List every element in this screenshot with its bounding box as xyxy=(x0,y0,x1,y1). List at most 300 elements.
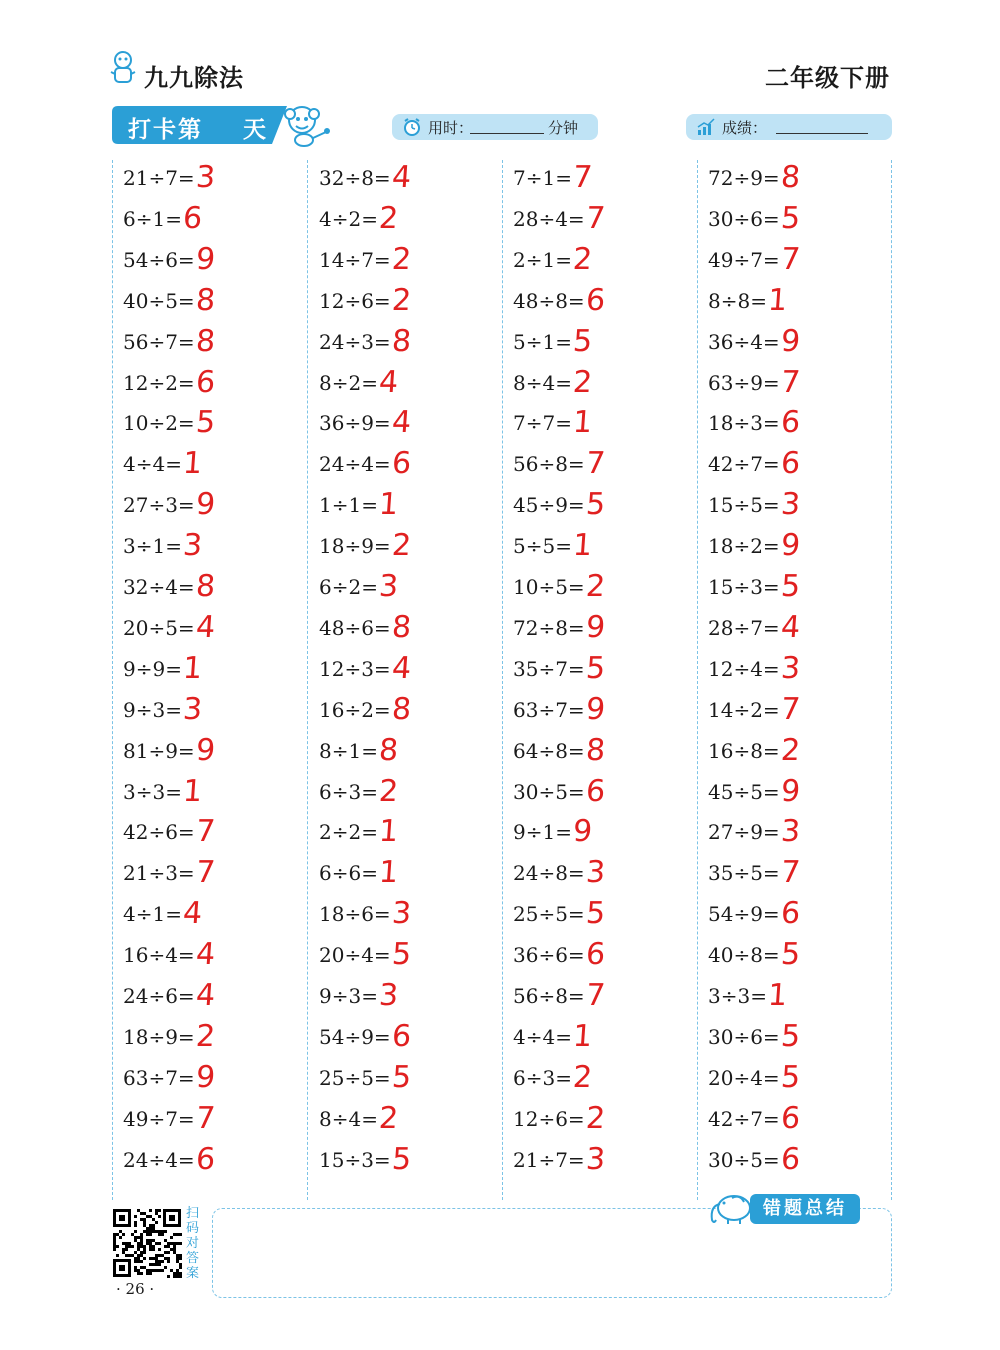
problem-row xyxy=(308,978,498,1018)
problem-question: 24÷3= xyxy=(319,329,391,354)
problem-answer: 4 xyxy=(181,896,204,932)
problem-row xyxy=(697,242,887,282)
problem-question: 4÷1= xyxy=(123,902,182,927)
problem-answer: 5 xyxy=(779,200,802,236)
problem-question: 16÷4= xyxy=(123,943,195,968)
problem-question: 10÷5= xyxy=(513,575,585,599)
problem-question: 20÷4= xyxy=(708,1065,780,1090)
problem-answer: 5 xyxy=(779,1018,802,1054)
problem-answer: 5 xyxy=(779,1059,802,1095)
problem-question: 28÷4= xyxy=(513,206,585,231)
problem-question: 56÷8= xyxy=(513,452,585,477)
problem-question: 72÷9= xyxy=(708,166,780,190)
problem-question: 9÷1= xyxy=(513,820,572,845)
problem-row xyxy=(112,324,302,364)
problem-row xyxy=(502,651,692,691)
problem-row xyxy=(502,978,692,1018)
problem-answer: 7 xyxy=(571,160,594,195)
problem-question: 42÷7= xyxy=(708,1106,780,1131)
problem-question: 24÷8= xyxy=(513,861,585,886)
problem-row xyxy=(308,324,498,364)
problem-question: 15÷5= xyxy=(708,493,780,518)
problem-answer: 9 xyxy=(194,487,217,523)
problem-answer: 7 xyxy=(584,446,607,482)
problem-grid xyxy=(112,160,892,1200)
problem-answer: 7 xyxy=(194,814,217,850)
problem-question: 1÷1= xyxy=(319,493,378,518)
clock-icon xyxy=(402,117,422,137)
problem-question: 24÷4= xyxy=(319,452,391,477)
problem-row xyxy=(502,446,692,486)
problem-question: 24÷6= xyxy=(123,984,195,1008)
problem-row xyxy=(112,1019,302,1059)
problem-answer: 2 xyxy=(377,1100,400,1136)
problem-answer: 3 xyxy=(181,691,204,727)
problem-row xyxy=(308,855,498,895)
problem-row xyxy=(308,1060,498,1100)
problem-answer: 1 xyxy=(571,1018,594,1054)
problem-row xyxy=(112,937,302,977)
problem-question: 40÷8= xyxy=(708,943,780,968)
problem-answer: 3 xyxy=(779,487,802,523)
problem-row xyxy=(112,405,302,445)
problem-question: 12÷3= xyxy=(319,656,391,681)
problem-answer: 7 xyxy=(584,978,607,1013)
problem-question: 6÷1= xyxy=(123,206,182,231)
problem-question: 7÷7= xyxy=(513,411,572,436)
problem-row xyxy=(308,937,498,977)
problem-answer: 1 xyxy=(181,446,204,482)
problem-row xyxy=(502,487,692,527)
mascot-icon xyxy=(108,50,138,86)
problem-row xyxy=(112,1101,302,1141)
problem-row xyxy=(112,242,302,282)
problem-question: 64÷8= xyxy=(513,738,585,763)
problem-answer: 1 xyxy=(766,978,789,1013)
problem-row xyxy=(697,896,887,936)
problem-row xyxy=(502,365,692,405)
problem-answer: 7 xyxy=(194,855,217,891)
problem-row xyxy=(308,283,498,323)
problem-row xyxy=(502,814,692,854)
problem-question: 42÷7= xyxy=(708,452,780,477)
problem-answer: 6 xyxy=(390,1018,413,1054)
problem-row xyxy=(697,651,887,691)
problem-question: 8÷8= xyxy=(708,288,767,313)
problem-answer: 2 xyxy=(584,1100,607,1136)
problem-answer: 9 xyxy=(779,323,802,359)
problem-question: 12÷6= xyxy=(513,1106,585,1131)
problem-answer: 3 xyxy=(377,569,400,604)
problem-answer: 2 xyxy=(571,364,594,400)
problem-question: 28÷7= xyxy=(708,615,780,640)
problem-question: 12÷2= xyxy=(123,370,195,395)
problem-row xyxy=(308,1142,498,1182)
problem-row xyxy=(308,201,498,241)
problem-row xyxy=(308,692,498,732)
problem-answer: 4 xyxy=(194,609,217,645)
problem-answer: 8 xyxy=(194,323,217,359)
problem-row xyxy=(502,201,692,241)
problem-question: 35÷7= xyxy=(513,656,585,681)
problem-answer: 2 xyxy=(390,241,413,277)
problem-answer: 8 xyxy=(390,609,413,645)
problem-row xyxy=(308,610,498,650)
problem-question: 12÷6= xyxy=(319,288,391,313)
qr-code[interactable] xyxy=(112,1208,182,1278)
problem-question: 18÷9= xyxy=(123,1024,195,1049)
problem-row xyxy=(308,528,498,568)
problem-answer: 4 xyxy=(194,937,217,973)
problem-row xyxy=(697,814,887,854)
problem-question: 6÷3= xyxy=(319,779,378,804)
problem-question: 40÷5= xyxy=(123,288,195,313)
checkin-label: 打卡第 天 xyxy=(128,117,269,143)
problem-row xyxy=(502,937,692,977)
problem-question: 49÷7= xyxy=(123,1106,195,1131)
problem-answer: 2 xyxy=(390,528,413,564)
time-unit: 分钟 xyxy=(548,119,579,137)
problem-question: 25÷5= xyxy=(513,902,585,927)
time-field xyxy=(392,114,598,140)
problem-row xyxy=(502,774,692,814)
problem-row xyxy=(697,405,887,445)
problem-answer: 1 xyxy=(377,487,400,523)
problem-question: 30÷5= xyxy=(513,779,585,804)
chart-icon xyxy=(696,117,716,137)
problem-answer: 5 xyxy=(779,937,802,973)
problem-row xyxy=(112,978,302,1018)
problem-row xyxy=(112,283,302,323)
problem-row xyxy=(502,855,692,895)
problem-row xyxy=(697,1019,887,1059)
problem-question: 49÷7= xyxy=(708,247,780,272)
problem-answer: 2 xyxy=(194,1018,217,1054)
problem-question: 21÷7= xyxy=(123,166,195,190)
problem-answer: 6 xyxy=(779,405,802,441)
page-number: · 26 · xyxy=(116,1280,155,1298)
problem-answer: 3 xyxy=(779,814,802,850)
problem-answer: 3 xyxy=(377,978,400,1013)
problem-answer: 3 xyxy=(779,650,802,686)
problem-question: 8÷4= xyxy=(319,1106,378,1131)
problem-question: 6÷2= xyxy=(319,575,378,599)
problem-answer: 8 xyxy=(390,691,413,727)
mistake-summary-label: 错题总结 xyxy=(750,1194,860,1224)
problem-answer: 8 xyxy=(377,732,400,768)
problem-row xyxy=(502,692,692,732)
problem-question: 16÷2= xyxy=(319,697,391,722)
problem-answer: 6 xyxy=(584,937,607,973)
problem-row xyxy=(308,651,498,691)
problem-question: 5÷5= xyxy=(513,534,572,559)
problem-row xyxy=(308,733,498,773)
problem-answer: 1 xyxy=(571,528,594,564)
problem-question: 54÷6= xyxy=(123,247,195,272)
problem-answer: 5 xyxy=(571,323,594,359)
problem-row xyxy=(502,1101,692,1141)
problem-question: 36÷4= xyxy=(708,329,780,354)
problem-row xyxy=(308,487,498,527)
problem-answer: 3 xyxy=(194,160,217,195)
problem-answer: 2 xyxy=(390,282,413,318)
problem-row xyxy=(112,733,302,773)
problem-question: 30÷5= xyxy=(708,1147,780,1172)
problem-row xyxy=(697,774,887,814)
problem-row xyxy=(112,160,302,200)
problem-answer: 7 xyxy=(194,1100,217,1136)
problem-row xyxy=(502,1019,692,1059)
problem-question: 27÷9= xyxy=(708,820,780,845)
problem-row xyxy=(308,569,498,609)
score-blank[interactable] xyxy=(776,133,868,134)
problem-answer: 4 xyxy=(390,405,413,441)
monkey-icon xyxy=(282,102,332,148)
problem-question: 15÷3= xyxy=(319,1147,391,1172)
problem-row xyxy=(697,324,887,364)
problem-answer: 8 xyxy=(194,282,217,318)
problem-question: 10÷2= xyxy=(123,411,195,436)
problem-question: 6÷6= xyxy=(319,861,378,886)
problem-row xyxy=(697,487,887,527)
problem-row xyxy=(308,446,498,486)
problem-question: 8÷4= xyxy=(513,370,572,395)
problem-question: 5÷1= xyxy=(513,329,572,354)
checkin-banner xyxy=(112,106,287,144)
problem-question: 18÷3= xyxy=(708,411,780,436)
problem-answer: 6 xyxy=(194,1141,217,1177)
problem-answer: 5 xyxy=(779,569,802,604)
problem-row xyxy=(697,937,887,977)
problem-answer: 2 xyxy=(571,1059,594,1095)
problem-answer: 3 xyxy=(390,896,413,932)
problem-row xyxy=(697,283,887,323)
problem-question: 18÷9= xyxy=(319,534,391,559)
problem-row xyxy=(697,855,887,895)
problem-answer: 5 xyxy=(584,487,607,523)
problem-question: 63÷7= xyxy=(513,697,585,722)
problem-answer: 8 xyxy=(779,160,802,195)
problem-answer: 4 xyxy=(377,364,400,400)
problem-question: 32÷4= xyxy=(123,575,195,599)
problem-row xyxy=(112,814,302,854)
problem-answer: 5 xyxy=(584,650,607,686)
problem-answer: 2 xyxy=(377,773,400,809)
score-label: 成绩： xyxy=(722,119,768,137)
problem-row xyxy=(502,528,692,568)
elephant-icon xyxy=(706,1190,754,1226)
problem-question: 45÷9= xyxy=(513,493,585,518)
problem-answer: 4 xyxy=(779,609,802,645)
time-label: 用时： xyxy=(428,119,474,137)
problem-row xyxy=(308,774,498,814)
problem-question: 56÷7= xyxy=(123,329,195,354)
problem-row xyxy=(697,1060,887,1100)
problem-answer: 6 xyxy=(390,446,413,482)
problem-question: 2÷1= xyxy=(513,247,572,272)
problem-row xyxy=(502,610,692,650)
problem-question: 3÷3= xyxy=(123,779,182,804)
problem-question: 42÷6= xyxy=(123,820,195,845)
time-blank[interactable] xyxy=(470,133,544,134)
problem-question: 54÷9= xyxy=(319,1024,391,1049)
problem-row xyxy=(502,324,692,364)
problem-answer: 6 xyxy=(194,364,217,400)
problem-question: 63÷9= xyxy=(708,370,780,395)
problem-answer: 5 xyxy=(390,1141,413,1177)
problem-question: 25÷5= xyxy=(319,1065,391,1090)
problem-answer: 2 xyxy=(377,200,400,236)
problem-row xyxy=(697,528,887,568)
problem-question: 45÷5= xyxy=(708,779,780,804)
problem-question: 35÷5= xyxy=(708,861,780,886)
problem-row xyxy=(112,569,302,609)
problem-row xyxy=(308,814,498,854)
problem-answer: 2 xyxy=(571,241,594,277)
problem-row xyxy=(112,610,302,650)
problem-question: 14÷2= xyxy=(708,697,780,722)
problem-answer: 5 xyxy=(390,1059,413,1095)
problem-answer: 1 xyxy=(377,855,400,891)
problem-row xyxy=(308,365,498,405)
problem-row xyxy=(697,569,887,609)
problem-question: 48÷8= xyxy=(513,288,585,313)
problem-answer: 9 xyxy=(194,241,217,277)
problem-question: 24÷4= xyxy=(123,1147,195,1172)
column-divider xyxy=(891,160,892,1200)
problem-row xyxy=(112,365,302,405)
problem-answer: 7 xyxy=(779,855,802,891)
problem-answer: 9 xyxy=(194,1059,217,1095)
problem-question: 18÷2= xyxy=(708,534,780,559)
problem-row xyxy=(112,774,302,814)
problem-answer: 2 xyxy=(779,732,802,768)
problem-row xyxy=(502,283,692,323)
problem-question: 9÷3= xyxy=(319,984,378,1008)
problem-answer: 1 xyxy=(377,814,400,850)
problem-answer: 7 xyxy=(779,364,802,400)
problem-answer: 9 xyxy=(584,691,607,727)
problem-question: 7÷1= xyxy=(513,166,572,190)
problem-row xyxy=(308,1019,498,1059)
problem-question: 20÷5= xyxy=(123,615,195,640)
problem-question: 32÷8= xyxy=(319,166,391,190)
problem-question: 4÷2= xyxy=(319,206,378,231)
problem-row xyxy=(502,405,692,445)
problem-answer: 8 xyxy=(390,323,413,359)
problem-answer: 1 xyxy=(766,282,789,318)
problem-row xyxy=(697,365,887,405)
problem-question: 21÷7= xyxy=(513,1147,585,1172)
problem-question: 56÷8= xyxy=(513,984,585,1008)
problem-answer: 7 xyxy=(779,691,802,727)
problem-row xyxy=(697,201,887,241)
problem-row xyxy=(308,1101,498,1141)
problem-answer: 9 xyxy=(779,528,802,564)
problem-row xyxy=(112,855,302,895)
problem-row xyxy=(112,487,302,527)
problem-question: 8÷1= xyxy=(319,738,378,763)
problem-answer: 6 xyxy=(181,200,204,236)
problem-question: 63÷7= xyxy=(123,1065,195,1090)
problem-row xyxy=(112,528,302,568)
problem-question: 48÷6= xyxy=(319,615,391,640)
problem-answer: 6 xyxy=(584,773,607,809)
problem-row xyxy=(697,160,887,200)
problem-answer: 9 xyxy=(571,814,594,850)
problem-row xyxy=(308,160,498,200)
problem-answer: 9 xyxy=(779,773,802,809)
problem-question: 27÷3= xyxy=(123,493,195,518)
problem-row xyxy=(112,896,302,936)
problem-answer: 1 xyxy=(571,405,594,441)
problem-answer: 5 xyxy=(584,896,607,932)
problem-question: 2÷2= xyxy=(319,820,378,845)
problem-answer: 6 xyxy=(584,282,607,318)
problem-question: 36÷9= xyxy=(319,411,391,436)
problem-question: 4÷4= xyxy=(513,1024,572,1049)
problem-row xyxy=(112,446,302,486)
problem-row xyxy=(502,242,692,282)
problem-answer: 5 xyxy=(194,405,217,441)
problem-answer: 3 xyxy=(584,855,607,891)
problem-question: 18÷6= xyxy=(319,902,391,927)
problem-row xyxy=(112,1060,302,1100)
problem-row xyxy=(112,692,302,732)
problem-answer: 1 xyxy=(181,773,204,809)
problem-question: 81÷9= xyxy=(123,738,195,763)
problem-row xyxy=(502,896,692,936)
problem-answer: 3 xyxy=(181,528,204,564)
problem-answer: 3 xyxy=(584,1141,607,1177)
scan-answer-label: 扫码对答案 xyxy=(186,1206,200,1281)
problem-row xyxy=(502,1060,692,1100)
problem-question: 14÷7= xyxy=(319,247,391,272)
problem-answer: 1 xyxy=(181,650,204,686)
problem-row xyxy=(502,733,692,773)
problem-question: 30÷6= xyxy=(708,1024,780,1049)
problem-question: 20÷4= xyxy=(319,943,391,968)
problem-question: 4÷4= xyxy=(123,452,182,477)
problem-question: 8÷2= xyxy=(319,370,378,395)
problem-answer: 4 xyxy=(390,160,413,195)
problem-answer: 9 xyxy=(194,732,217,768)
problem-row xyxy=(502,1142,692,1182)
problem-question: 21÷3= xyxy=(123,861,195,886)
problem-question: 30÷6= xyxy=(708,206,780,231)
problem-question: 72÷8= xyxy=(513,615,585,640)
problem-row xyxy=(697,978,887,1018)
problem-answer: 5 xyxy=(390,937,413,973)
problem-question: 15÷3= xyxy=(708,575,780,599)
problem-question: 54÷9= xyxy=(708,902,780,927)
problem-answer: 6 xyxy=(779,1141,802,1177)
problem-answer: 6 xyxy=(779,896,802,932)
problem-question: 16÷8= xyxy=(708,738,780,763)
problem-row xyxy=(697,733,887,773)
problem-answer: 9 xyxy=(584,609,607,645)
problem-row xyxy=(697,1101,887,1141)
score-field xyxy=(686,114,892,140)
problem-row xyxy=(502,160,692,200)
problem-row xyxy=(502,569,692,609)
problem-answer: 8 xyxy=(584,732,607,768)
problem-row xyxy=(697,692,887,732)
problem-answer: 7 xyxy=(584,200,607,236)
problem-answer: 8 xyxy=(194,569,217,604)
problem-row xyxy=(697,1142,887,1182)
problem-question: 9÷3= xyxy=(123,697,182,722)
